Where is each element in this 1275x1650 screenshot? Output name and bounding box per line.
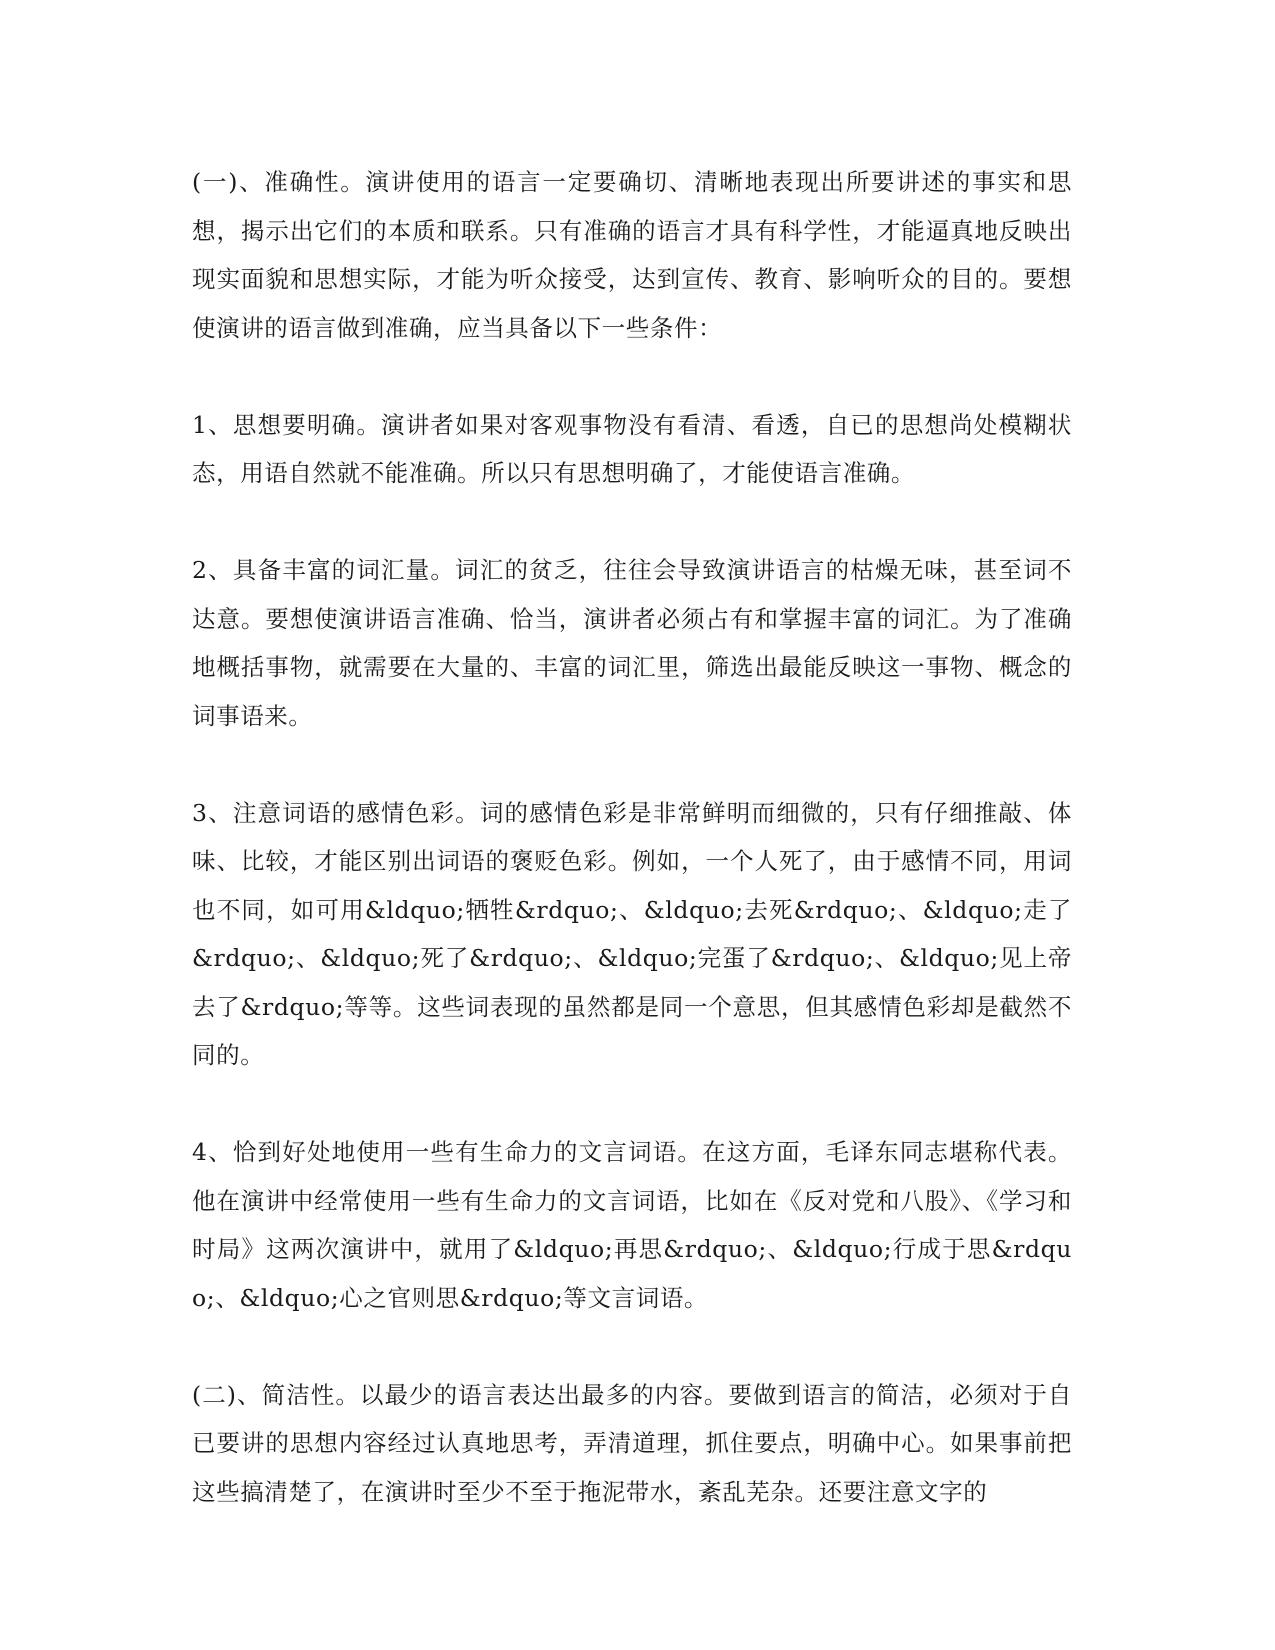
document-body (192, 158, 1072, 1516)
paragraph-item-2: 2、具备丰富的词汇量。词汇的贫乏，往往会导致演讲语言的枯燥无味，甚至词不达意。要想使演讲语言准确、恰当，演讲者必须占有和掌握丰富的词汇。为了准确地概括事物，就需要在大量的、丰富的词汇里，筛选出最能反映这一事物、概念的词事语来。 (192, 556, 1072, 730)
paragraph-item-4: 4、恰到好处地使用一些有生命力的文言词语。在这方面，毛译东同志堪称代表。他在演讲中经常使用一些有生命力的文言词语，比如在《反对党和八股》、《学习和时局》这两次演讲中，就用了&ldquo;再思&rdquo;、&ldquo;行成于思&rdquo;、&ldquo;心之官则思&rdquo;等文言词语。 (192, 1138, 1072, 1312)
paragraph-conciseness-intro: (二)、简洁性。以最少的语言表达出最多的内容。要做到语言的简洁，必须对于自已要讲的思想内容经过认真地思考，弄清道理，抓住要点，明确中心。如果事前把这些搞清楚了，在演讲时至少不至于拖泥带水，紊乱芜杂。还要注意文字的 (192, 1380, 1072, 1506)
paragraph-item-3: 3、注意词语的感情色彩。词的感情色彩是非常鲜明而细微的，只有仔细推敲、体味、比较，才能区别出词语的褒贬色彩。例如，一个人死了，由于感情不同，用词也不同，如可用&ldquo;牺牲&rdquo;、&ldquo;去死&rdquo;、&ldquo;走了&rdquo;、&ldquo;死了&rdquo;、&ldquo;完蛋了&rdquo;、&ldquo;见上帝去了&rdquo;等等。这些词表现的虽然都是同一个意思，但其感情色彩却是截然不同的。 (192, 798, 1072, 1069)
paragraph-item-1: 1、思想要明确。演讲者如果对客观事物没有看清、看透，自已的思想尚处模糊状态，用语自然就不能准确。所以只有思想明确了，才能使语言准确。 (192, 410, 1072, 487)
paragraph-accuracy-intro: (一)、准确性。演讲使用的语言一定要确切、清晰地表现出所要讲述的事实和思想，揭示出它们的本质和联系。只有准确的语言才具有科学性，才能逼真地反映出现实面貌和思想实际，才能为听众接受，达到宣传、教育、影响听众的目的。要想使演讲的语言做到准确，应当具备以下一些条件： (192, 168, 1072, 342)
